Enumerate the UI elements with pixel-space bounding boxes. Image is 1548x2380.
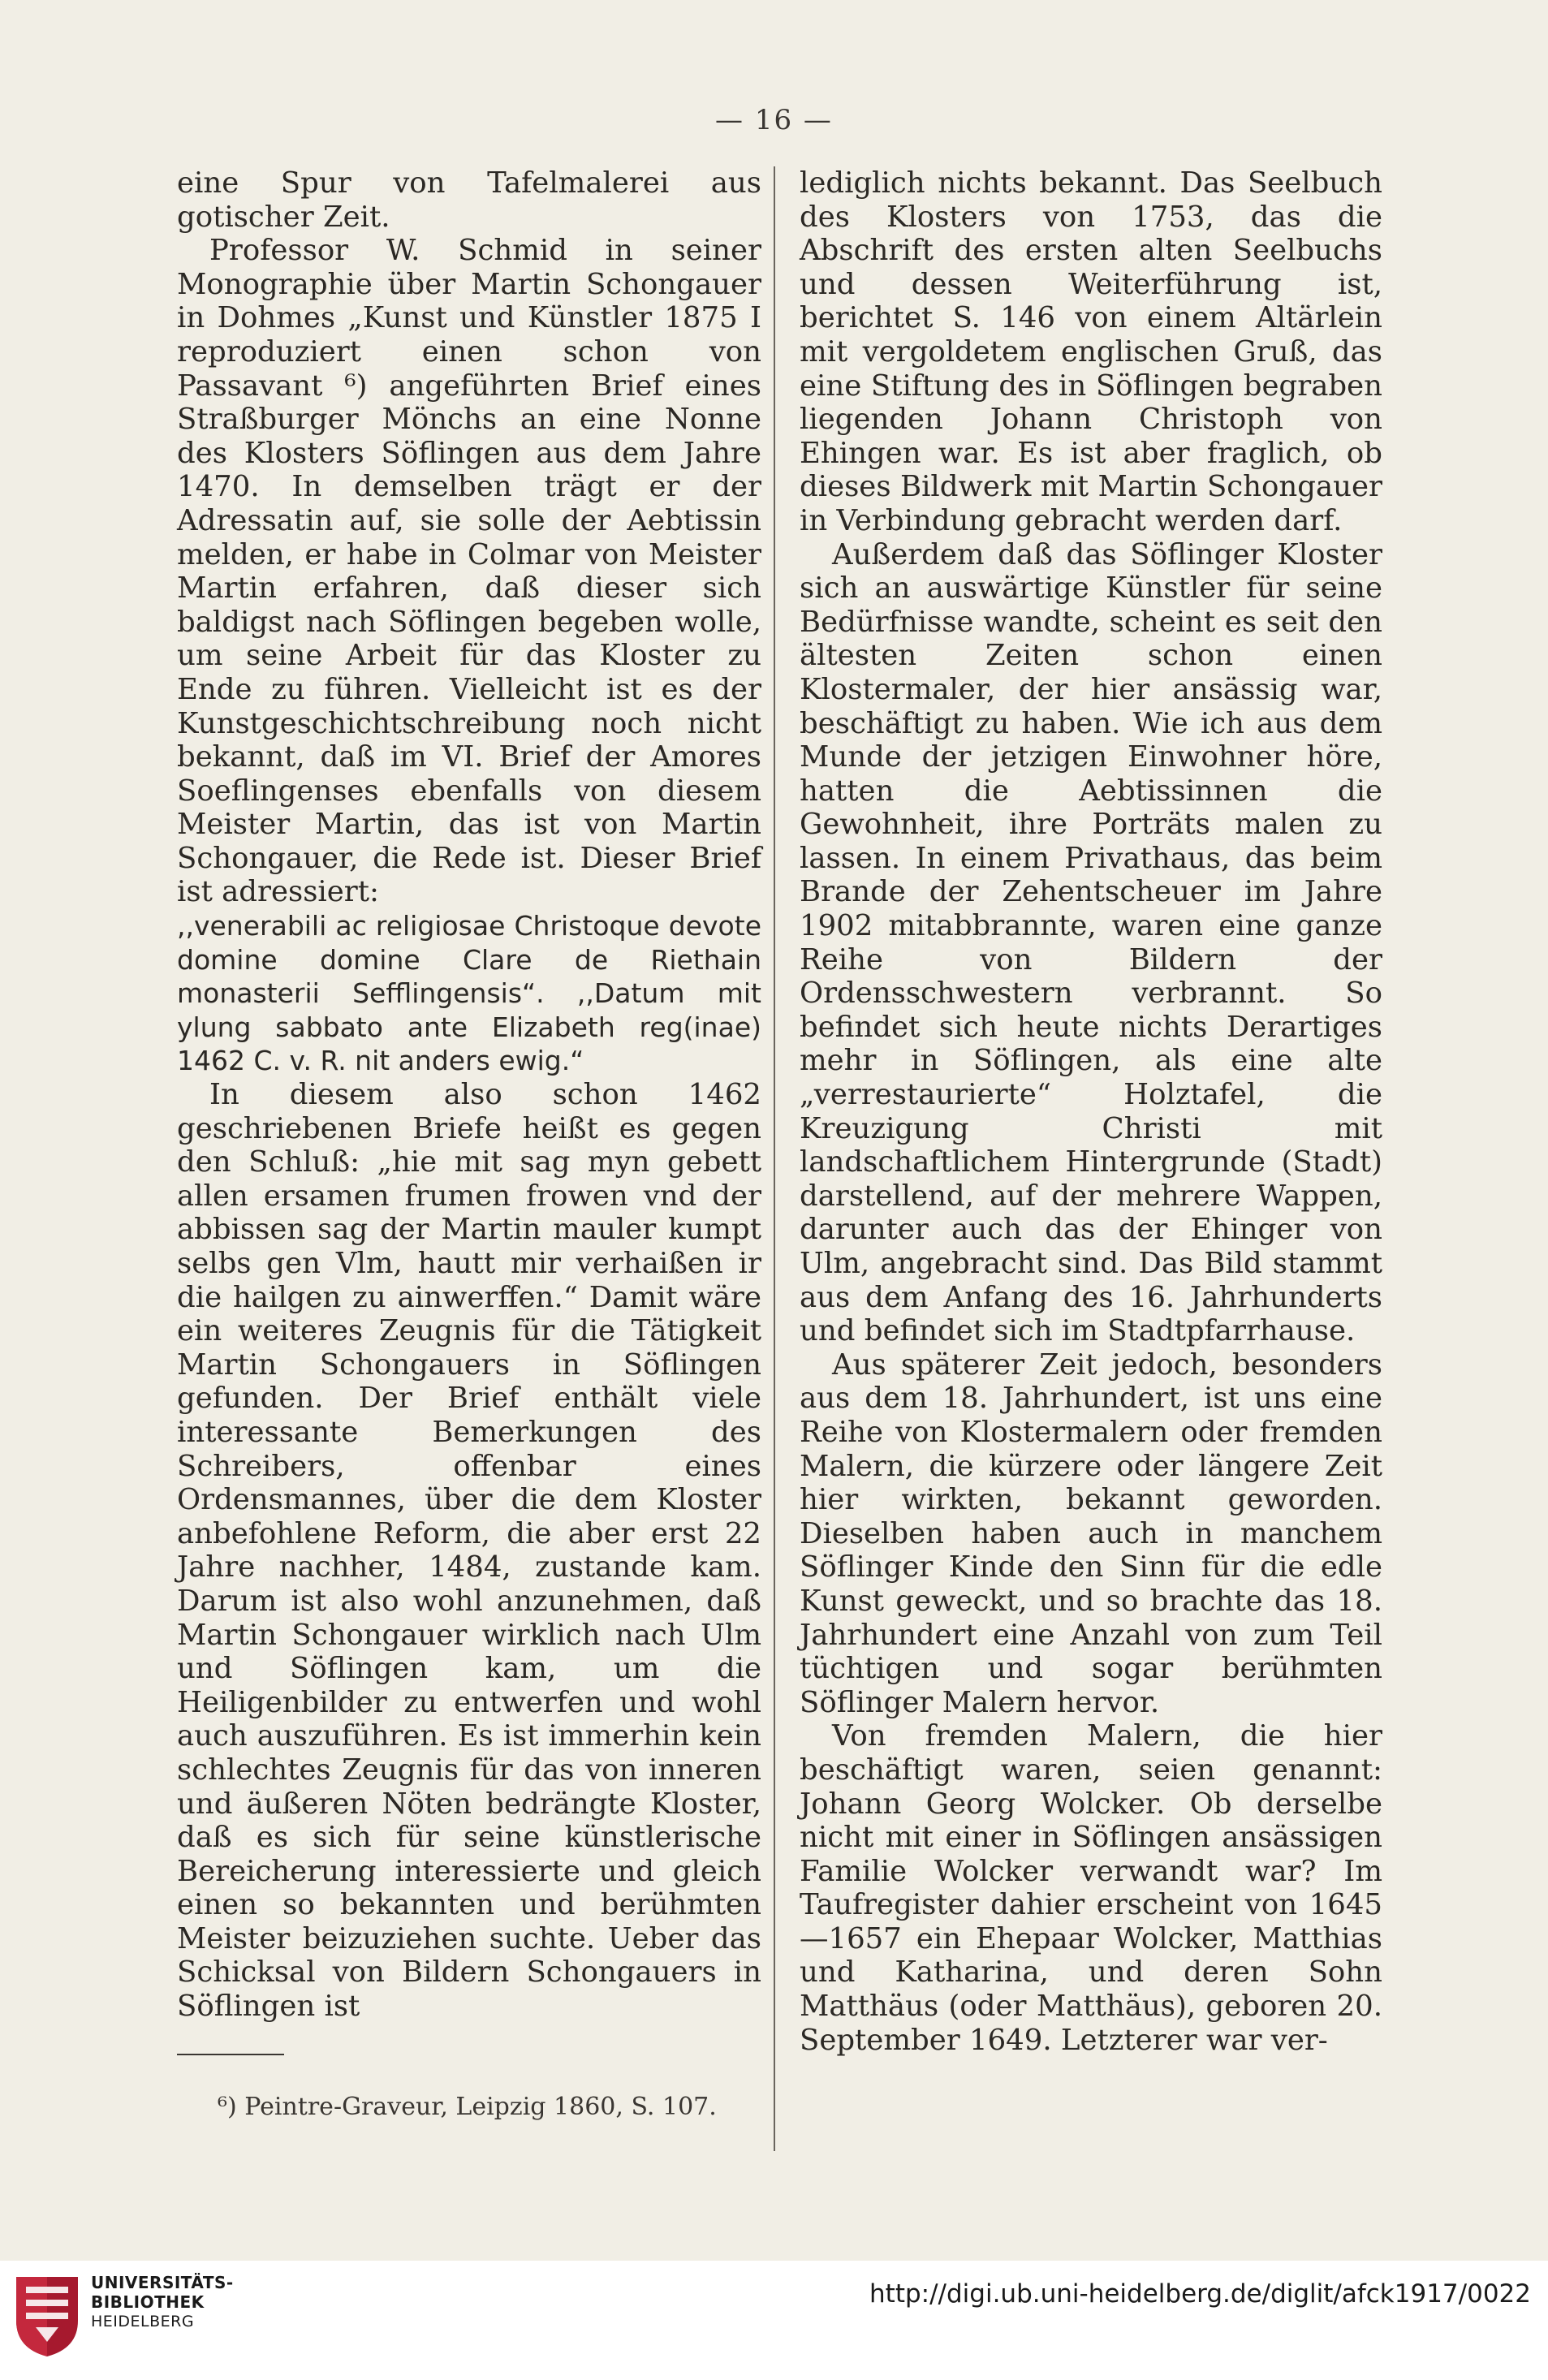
library-name-line: HEIDELBERG [91, 2313, 195, 2330]
left-paragraph: Professor W. Schmid in seiner Monographie über Martin Schongauer in Dohmes „Kunst und Künstler 1875 I reproduziert einen schon von Passavant ⁶) angeführten Brief eines Straßburger Mönchs an eine Nonne des Klosters Söflingen aus dem Jahre 1470. In demselben trägt er der Adressatin auf, sie solle der Aebtissin melden, er habe in Colmar von Meister Martin erfahren, daß dieser sich baldigst nach Söflingen begeben wolle, um seine Arbeit für das Kloster zu Ende zu führen. Vielleicht ist es der Kunstgeschichtschreibung noch nicht bekannt, daß im VI. Brief der Amores Soeflingenses ebenfalls von diesem Meister Martin, das ist von Martin Schongauer, die Rede ist. Dieser Brief ist adressiert: [177, 234, 761, 909]
right-paragraph: Außerdem daß das Söflinger Kloster sich an auswärtige Künstler für seine Bedürfnisse wandte, scheint es seit den ältesten Zeiten schon einen Klostermaler, der hier ansässig war, beschäftigt zu haben. Wie ich aus dem Munde der jetzigen Einwohner höre, hatten die Aebtissinnen die Gewohnheit, ihre Porträts malen zu lassen. In einem Privathaus, das beim Brande der Zehentscheuer im Jahre 1902 mitabbrannte, waren eine ganze Reihe von Bildern der Ordensschwestern verbrannt. So befindet sich heute nichts Derartiges mehr in Söflingen, als eine alte „verrestaurierte“ Holztafel, die Kreuzigung Christi mit landschaftlichem Hintergrunde (Stadt) darstellend, auf der mehrere Wappen, darunter auch das der Ehinger von Ulm, angebracht sind. Das Bild stammt aus dem Anfang des 16. Jahrhunderts und befindet sich im Stadtpfarrhause. [800, 537, 1382, 1348]
footnote-rule [177, 2054, 284, 2055]
footnote [218, 2093, 761, 2122]
university-library-logo-icon[interactable] [11, 2270, 83, 2360]
left-paragraph: eine Spur von Tafelmalerei aus gotischer Zeit. [177, 166, 761, 234]
library-name [91, 2273, 234, 2331]
column-rule [774, 166, 775, 2151]
library-name-line: BIBLIOTHEK [91, 2292, 205, 2312]
left-paragraph: In diesem also schon 1462 geschriebenen Briefe heißt es gegen den Schluß: „hie mit sag myn gebett allen ersamen frumen frowen vnd der abbissen sag der Martin mauler kumpt selbs gen Vlm, hautt mir verhaißen ir die hailgen zu ainwerffen.“ Damit wäre ein weiteres Zeugnis für die Tätigkeit Martin Schongauers in Söflingen gefunden. Der Brief enthält viele interessante Bemerkungen des Schreibers, offenbar eines Ordensmannes, über die dem Kloster anbefohlene Reform, die aber erst 22 Jahre nachher, 1484, zustande kam. Darum ist also wohl anzunehmen, daß Martin Schongauer wirklich nach Ulm und Söflingen kam, um die Heiligenbilder zu entwerfen und wohl auch auszuführen. Es ist immerhin kein schlechtes Zeugnis für das von inneren und äußeren Nöten bedrängte Kloster, daß es sich für seine künstlerische Bereicherung interessierte und gleich einen so bekannten und berühmten Meister beizuziehen suchte. Ueber das Schicksal von Bildern Schongauers in Söflingen ist [177, 1078, 761, 2024]
footnote-marker: ⁶) [218, 2093, 237, 2121]
right-paragraph: Von fremden Malern, die hier beschäftigt waren, seien genannt: Johann Georg Wolcker. Ob derselbe nicht mit einer in Söflingen ansässigen Familie Wolcker verwandt war? Im Taufregister dahier erscheint von 1645—1657 ein Ehepaar Wolcker, Matthias und Katharina, und deren Sohn Matthäus (oder Matthäus), geboren 20. September 1649. Letzterer war ver- [800, 1719, 1382, 2057]
library-name-line: UNIVERSITÄTS- [91, 2273, 234, 2292]
page-number: — 16 — [715, 104, 833, 136]
source-url-link[interactable]: http://digi.ub.uni-heidelberg.de/diglit/afck1917/0022 [869, 2279, 1531, 2309]
right-paragraph: Aus späterer Zeit jedoch, besonders aus dem 18. Jahrhundert, ist uns eine Reihe von Klostermalern oder fremden Malern, die kürzere oder längere Zeit hier wirkten, bekannt geworden. Dieselben haben auch in manchem Söflinger Kinde den Sinn für die edle Kunst geweckt, und so brachte das 18. Jahrhundert eine Anzahl von zum Teil tüchtigen und sogar berühmten Söflinger Malern hervor. [800, 1347, 1382, 1719]
right-paragraph: lediglich nichts bekannt. Das Seelbuch des Klosters von 1753, das die Abschrift des ersten alten Seelbuchs und dessen Weiterführung ist, berichtet S. 146 von einem Altärlein mit vergoldetem englischen Gruß, das eine Stiftung des in Söflingen begraben liegenden Johann Christoph von Ehingen war. Es ist aber fraglich, ob dieses Bildwerk mit Martin Schongauer in Verbindung gebracht werden darf. [800, 166, 1382, 537]
footnote-text: Peintre-Graveur, Leipzig 1860, S. 107. [244, 2093, 717, 2121]
left-column [177, 166, 761, 2024]
latin-quote: ,,venerabili ac religiosae Christoque devote domine domine Clare de Riethain monasterii Sefflingensis“. ,,Datum mit ylung sabbato ante Elizabeth reg(inae) 1462 C. v. R. nit anders ewig.“ [177, 910, 761, 1077]
right-column [800, 166, 1382, 2057]
